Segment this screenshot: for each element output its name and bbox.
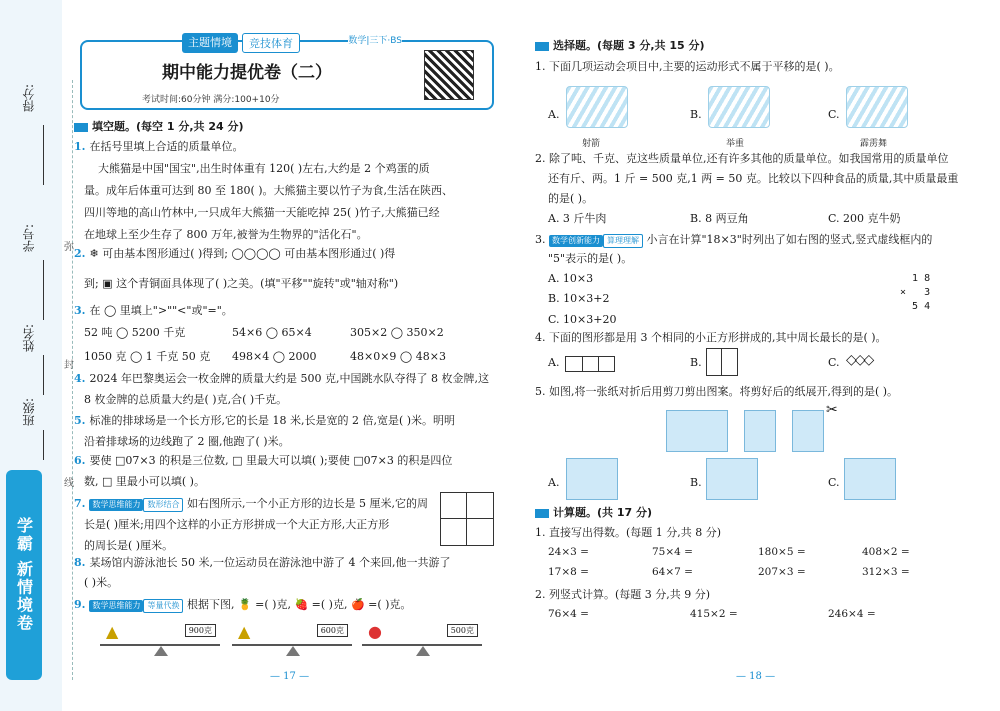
choice-q5: 5. 如图,将一张纸对折后用剪刀剪出图案。将剪好后的纸展开,得到的是( )。 xyxy=(535,385,899,398)
balance-scale-1 xyxy=(100,618,220,660)
calc-r2-c3: 207×3 = xyxy=(758,566,806,578)
exam-title: 期中能力提优卷（二） xyxy=(162,63,332,83)
theme-tags xyxy=(182,33,304,53)
calc-r1-c1: 24×3 = xyxy=(548,546,589,558)
weight-label-1: 900克 xyxy=(185,624,216,637)
archery-caption: 射箭 xyxy=(582,139,601,149)
calc-r2-c1: 17×8 = xyxy=(548,566,589,578)
apple-icon: ● xyxy=(368,622,382,641)
q2-line-2: 到; ▣ 这个青铜面具体现了( )之美。(填"平移""旋转"或"轴对称") xyxy=(84,277,399,290)
section-fill-title: 填空题。(每空 1 分,共 24 分) xyxy=(74,116,244,138)
unfold-option-b xyxy=(706,458,758,500)
section-choice-title: 选择题。(每题 3 分,共 15 分) xyxy=(535,35,705,57)
series-badge: 学霸 新情境卷 xyxy=(6,470,42,680)
q7-line-2: 长是( )厘米;用四个这样的小正方形拼成一个大正方形,大正方形 xyxy=(84,518,390,531)
choice-q5-opt-c[interactable]: C. xyxy=(828,476,840,489)
score-line xyxy=(43,125,45,185)
name-line xyxy=(43,355,45,395)
section-calc-title: 计算题。(共 17 分) xyxy=(535,502,652,524)
q1-line-2: 量。成年后体重可达到 80 至 180( )。大熊猫主要以竹子为食,生活在陕西、 xyxy=(84,184,454,197)
class-label: 班级: xyxy=(22,398,36,427)
fold-step-2 xyxy=(744,410,776,452)
breakdance-caption: 霹雳舞 xyxy=(860,139,888,149)
choice-q1-opt-c[interactable]: C. xyxy=(828,108,840,121)
choice-q4-opt-a[interactable]: A. xyxy=(548,356,560,369)
archery-image xyxy=(566,86,628,128)
unfold-option-a xyxy=(566,458,618,500)
calc-r2-c2: 64×7 = xyxy=(652,566,693,578)
q9: 9. 数学思维能力 等量代换 根据下图, 🍍 =( )克, 🍓 =( )克, 🍎 =( )克。 xyxy=(74,598,412,611)
ability-chip: 数学思维能力 xyxy=(89,499,143,511)
q3-r2-c3: 48×0×9 ◯ 48×3 xyxy=(350,350,446,363)
q1-line-3: 四川等地的高山竹林中,一只成年大熊猫一天能吃掉 25( )竹子,大熊猫已经 xyxy=(84,206,440,219)
calc-r3-c3: 246×4 = xyxy=(828,608,876,620)
q6: 6. 要使 □07×3 的积是三位数, □ 里最大可以填( );要使 □07×3 的积是四位 xyxy=(74,454,453,467)
choice-q2-opt-c[interactable]: C. 200 克牛奶 xyxy=(828,212,901,225)
q3-r2-c1: 1050 克 ◯ 1 千克 50 克 xyxy=(84,350,211,363)
page-number-right: — 18 — xyxy=(736,671,776,682)
choice-q4: 4. 下面的图形都是用 3 个相同的小正方形拼成的,其中周长最长的是( )。 xyxy=(535,331,887,344)
ability-chip-3: 数学创新能力 xyxy=(549,235,603,247)
score-label: 得分: xyxy=(22,84,36,113)
page-number-left: — 17 — xyxy=(270,671,310,682)
skill-chip: 数形结合 xyxy=(143,498,183,512)
choice-q2-opt-a[interactable]: A. 3 斤牛肉 xyxy=(548,212,607,225)
weight-label-3: 500克 xyxy=(447,624,478,637)
q3: 3. 在 ◯ 里填上">""<"或"="。 xyxy=(74,304,233,317)
subject-label: 数学|三下·BS xyxy=(348,33,402,46)
q3-r1-c1: 52 吨 ◯ 5200 千克 xyxy=(84,326,186,339)
sport-tag: 竞技体育 xyxy=(242,33,300,53)
fold-step-1 xyxy=(666,410,728,452)
qr-code[interactable] xyxy=(424,50,474,100)
vertical-multiplication: 1 8 × 3 5 4 xyxy=(900,273,931,312)
breakdance-image xyxy=(846,86,908,128)
choice-q3: 3. 数学创新能力 算理理解 小言在计算"18×3"时列出了如右图的竖式,竖式虚线框内的 xyxy=(535,233,933,246)
balance-scale-3 xyxy=(362,618,482,660)
pineapple-icon: ▲ xyxy=(106,622,119,641)
choice-q5-opt-b[interactable]: B. xyxy=(690,476,702,489)
q4: 4. 2024 年巴黎奥运会一枚金牌的质量大约是 500 克,中国跳水队夺得了 8 枚金牌,这 xyxy=(74,372,489,385)
q8-line-2: ( )米。 xyxy=(84,576,119,589)
q1-line-4: 在地球上至少生存了 800 万年,被誉为生物界的"活化石"。 xyxy=(84,228,368,241)
q3-r1-c3: 305×2 ◯ 350×2 xyxy=(350,326,444,339)
choice-q4-opt-b[interactable]: B. xyxy=(690,356,702,369)
calc-r3-c1: 76×4 = xyxy=(548,608,589,620)
q8: 8. 某场馆内游泳池长 50 米,一位运动员在游泳池中游了 4 个来回,他一共游了 xyxy=(74,556,451,569)
choice-q3-line-2: "5"表示的是( )。 xyxy=(548,252,633,265)
calc-r2-c4: 312×3 = xyxy=(862,566,910,578)
choice-q2-line-2: 还有斤、两。1 斤 = 500 克,1 两 = 50 克。比较以下四种食品的质量,其中质量最重 xyxy=(548,172,959,185)
q5-line-2: 沿着排球场的边线跑了 2 圈,他跑了( )米。 xyxy=(84,435,290,448)
seal-char-1: 弥 xyxy=(64,242,74,253)
choice-q5-opt-a[interactable]: A. xyxy=(548,476,560,489)
choice-q2-line-1: 2. 除了吨、千克、克这些质量单位,还有许多其他的质量单位。如我国常用的质量单位 xyxy=(535,152,949,165)
q5: 5. 标准的排球场是一个长方形,它的长是 18 米,长是宽的 2 倍,宽是( )米。明明 xyxy=(74,414,456,427)
q6-line-2: 数, □ 里最小可以填( )。 xyxy=(84,475,205,488)
choice-q4-opt-c[interactable]: C. xyxy=(828,356,840,369)
q3-r1-c2: 54×6 ◯ 65×4 xyxy=(232,326,312,339)
calc-q1: 1. 直接写出得数。(每题 1 分,共 8 分) xyxy=(535,526,722,539)
choice-q2-line-3: 的是( )。 xyxy=(548,192,594,205)
calc-r1-c3: 180×5 = xyxy=(758,546,806,558)
q4-line-2: 8 枚金牌的总质量大约是( )克,合( )千克。 xyxy=(84,393,288,406)
seal-line xyxy=(72,80,73,680)
exam-header xyxy=(80,36,494,110)
q1: 1. 在括号里填上合适的质量单位。 xyxy=(74,140,244,153)
weightlifting-caption: 举重 xyxy=(726,139,745,149)
three-squares-row xyxy=(565,356,615,372)
unfold-option-c xyxy=(844,458,896,500)
three-squares-l xyxy=(706,348,738,376)
pineapple-icon: ▲ xyxy=(238,622,251,641)
exam-info: 考试时间:60分钟 满分:100+10分 xyxy=(142,95,280,105)
q7-line-3: 的周长是( )厘米。 xyxy=(84,539,174,552)
choice-q3-opt-c[interactable]: C. 10×3+20 xyxy=(548,313,617,326)
three-squares-diamond: ◇◇◇ xyxy=(846,352,873,368)
q7: 7. 数学思维能力 数形结合 如右图所示,一个小正方形的边长是 5 厘米,它的周 xyxy=(74,497,428,510)
name-label: 姓名: xyxy=(22,324,36,353)
calc-r3-c2: 415×2 = xyxy=(690,608,738,620)
choice-q2-opt-b[interactable]: B. 8 两豆角 xyxy=(690,212,749,225)
square-grid-figure xyxy=(440,492,494,546)
q3-r2-c2: 498×4 ◯ 2000 xyxy=(232,350,317,363)
scissors-icon: ✂ xyxy=(826,402,838,418)
seal-char-3: 线 xyxy=(64,478,74,489)
seal-char-2: 封 xyxy=(64,360,74,371)
choice-q1-opt-b[interactable]: B. xyxy=(690,108,702,121)
q1-line-1: 大熊猫是中国"国宝",出生时体重有 120( )左右,大约是 2 个鸡蛋的质 xyxy=(98,162,430,175)
id-label: 学号: xyxy=(22,224,36,253)
class-line xyxy=(43,430,45,460)
skill-chip-2: 等量代换 xyxy=(143,599,183,613)
choice-q3-opt-a[interactable]: A. 10×3 xyxy=(548,272,594,285)
theme-tag: 主题情境 xyxy=(182,33,238,53)
weightlifting-image xyxy=(708,86,770,128)
skill-chip-3: 算理理解 xyxy=(603,234,643,248)
choice-q1-opt-a[interactable]: A. xyxy=(548,108,560,121)
balance-scale-2 xyxy=(232,618,352,660)
choice-q3-opt-b[interactable]: B. 10×3+2 xyxy=(548,292,610,305)
id-line xyxy=(43,260,45,320)
weight-label-2: 600克 xyxy=(317,624,348,637)
choice-q1: 1. 下面几项运动会项目中,主要的运动形式不属于平移的是( )。 xyxy=(535,60,840,73)
q2: 2. ❄ 可由基本图形通过( )得到; ◯◯◯◯ 可由基本图形通过( )得 xyxy=(74,247,396,260)
fold-step-3 xyxy=(792,410,824,452)
calc-q2: 2. 列竖式计算。(每题 3 分,共 9 分) xyxy=(535,588,711,601)
ability-chip-2: 数学思维能力 xyxy=(89,600,143,612)
calc-r1-c2: 75×4 = xyxy=(652,546,693,558)
calc-r1-c4: 408×2 = xyxy=(862,546,910,558)
